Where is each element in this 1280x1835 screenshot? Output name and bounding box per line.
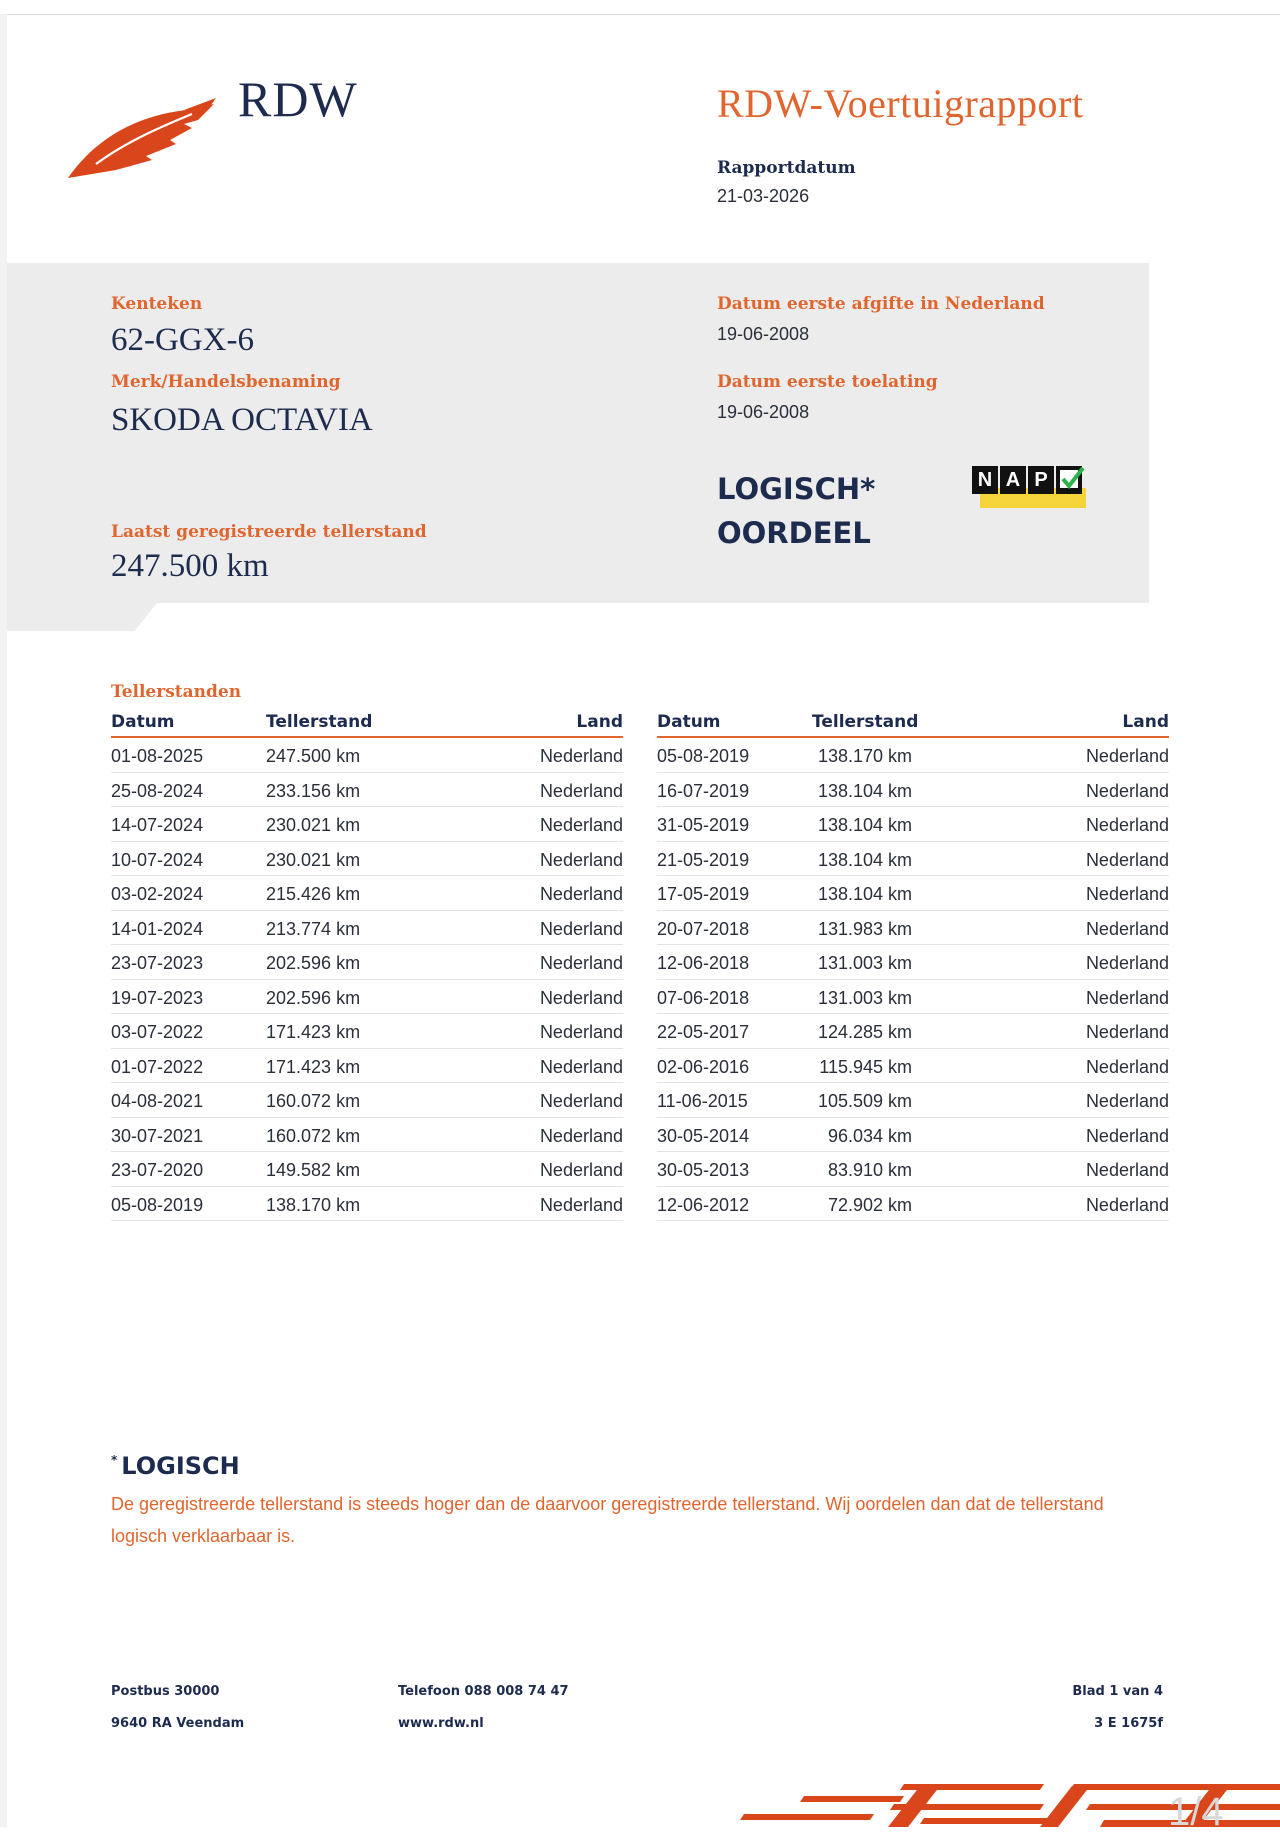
table-row [657,911,1169,946]
table-row [657,945,1169,980]
cell-km: 160.072 km [266,1091,361,1111]
cell-km: 83.910 km [827,1160,912,1180]
cell-country: Nederland [1085,780,1169,801]
nap-logo [972,466,1087,510]
table-row [111,738,623,773]
cell-date: 07-06-2018 [657,987,750,1008]
table-header [657,712,1169,738]
cell-country: Nederland [1085,987,1169,1008]
table-row [657,842,1169,877]
col-country: Land [1122,712,1169,732]
footnote-title [111,1452,240,1480]
cell-country: Nederland [539,987,623,1008]
cell-km: 138.104 km [817,815,912,835]
table-row [657,1187,1169,1222]
table-row [657,876,1169,911]
cell-km: 138.104 km [817,780,912,801]
cell-km: 230.021 km [266,849,361,870]
cell-date: 01-08-2025 [111,746,204,766]
table-row [111,980,623,1015]
table-row [657,1118,1169,1153]
table-header [111,712,623,738]
table-row [657,1014,1169,1049]
cell-country: Nederland [539,815,623,835]
footer-address-2: 9640 RA Veendam [111,1716,245,1731]
cell-country: Nederland [1085,849,1169,870]
table-row [111,1049,623,1084]
cell-km: 138.104 km [817,884,912,904]
table-row [111,876,623,911]
table-row [111,945,623,980]
table-row [111,842,623,877]
col-date: Datum [111,712,175,732]
table-row [111,807,623,842]
cell-date: 10-07-2024 [111,849,204,870]
col-country: Land [576,712,623,732]
cell-km: 138.170 km [817,746,912,766]
table-row [111,1152,623,1187]
cell-km: 149.582 km [266,1160,361,1180]
cell-km: 72.902 km [827,1194,912,1215]
footer-phone: Telefoon 088 008 74 47 [398,1684,569,1699]
cell-km: 215.426 km [266,884,361,904]
first-admission-label: Datum eerste toelating [717,372,938,392]
cell-date: 20-07-2018 [657,918,750,939]
table-row [657,807,1169,842]
cell-date: 01-07-2022 [111,1056,204,1077]
cell-km: 96.034 km [827,1125,912,1146]
plate-label: Kenteken [111,294,203,314]
plate-value: 62-GGX-6 [111,322,254,358]
footnote-text: De geregistreerde tellerstand is steeds hoger dan de daarvoor geregistreerde tellerstand. Wij oordelen dan dat de tellerstand logisch verklaarbaar is. [111,1494,1104,1546]
table-row [111,1118,623,1153]
cell-date: 14-07-2024 [111,815,204,835]
rdw-logo-icon [66,98,216,184]
cell-date: 03-02-2024 [111,884,204,904]
top-divider [0,14,1280,15]
cell-date: 23-07-2023 [111,953,204,973]
make-value: SKODA OCTAVIA [111,402,373,438]
cell-country: Nederland [539,1160,623,1180]
table-row [111,773,623,808]
cell-km: 105.509 km [817,1091,912,1111]
readings-table-left [111,712,623,1221]
cell-date: 14-01-2024 [111,918,204,939]
readings-title: Tellerstanden [111,682,242,702]
footer-code: 3 E 1675f [1094,1716,1163,1731]
first-admission-value: 19-06-2008 [717,402,810,422]
viewer-page-indicator: 1/4 [1168,1790,1224,1834]
cell-country: Nederland [539,1091,623,1111]
panel-notch [7,603,157,631]
page-edge [0,14,7,1827]
footer-address-1: Postbus 30000 [111,1684,220,1699]
cell-date: 16-07-2019 [657,780,750,801]
cell-country: Nederland [539,884,623,904]
cell-country: Nederland [539,1022,623,1042]
cell-date: 19-07-2023 [111,987,204,1008]
report-title: RDW-Voertuigrapport [717,81,1084,126]
table-row [657,1083,1169,1118]
cell-km: 138.104 km [817,849,912,870]
verdict-line-2: OORDEEL [717,516,871,550]
cell-km: 115.945 km [819,1056,912,1077]
cell-date: 17-05-2019 [657,884,750,904]
table-row [657,773,1169,808]
cell-country: Nederland [539,953,623,973]
table-row [657,1152,1169,1187]
col-km: Tellerstand [266,712,373,732]
table-row [111,1187,623,1222]
cell-country: Nederland [539,918,623,939]
cell-country: Nederland [1085,884,1169,904]
cell-date: 12-06-2018 [657,953,750,973]
cell-country: Nederland [1085,918,1169,939]
cell-country: Nederland [539,849,623,870]
report-date-label: Rapportdatum [717,158,856,178]
cell-km: 131.003 km [817,987,912,1008]
nap-letter-n: N [972,466,998,494]
cell-date: 30-05-2013 [657,1160,750,1180]
cell-country: Nederland [1085,1160,1169,1180]
cell-date: 21-05-2019 [657,849,750,870]
cell-date: 03-07-2022 [111,1022,204,1042]
brand-name: RDW [238,71,358,127]
nap-letter-p: P [1028,466,1054,494]
cell-km: 131.003 km [817,953,912,973]
cell-km: 171.423 km [266,1056,361,1077]
cell-date: 22-05-2017 [657,1022,750,1042]
report-date: 21-03-2026 [717,186,810,206]
first-issue-nl-value: 19-06-2008 [717,324,810,344]
cell-km: 171.423 km [266,1022,361,1042]
cell-km: 233.156 km [266,780,361,801]
cell-km: 247.500 km [266,746,361,766]
cell-km: 124.285 km [817,1022,912,1042]
cell-country: Nederland [539,1194,623,1215]
cell-country: Nederland [1085,953,1169,973]
odometer-value: 247.500 km [111,548,269,584]
table-row [111,911,623,946]
cell-country: Nederland [539,1056,623,1077]
cell-date: 31-05-2019 [657,815,750,835]
col-km: Tellerstand [812,712,919,732]
footnote-marker: * [111,1453,118,1467]
cell-km: 138.170 km [266,1194,361,1215]
cell-country: Nederland [1085,1091,1169,1111]
cell-date: 11-06-2015 [657,1091,748,1111]
cell-date: 04-08-2021 [111,1091,204,1111]
cell-date: 02-06-2016 [657,1056,750,1077]
cell-country: Nederland [1085,1056,1169,1077]
readings-table-right [657,712,1169,1221]
cell-km: 213.774 km [266,918,361,939]
cell-date: 12-06-2012 [657,1194,750,1215]
cell-country: Nederland [1085,1022,1169,1042]
make-label: Merk/Handelsbenaming [111,372,341,392]
cell-country: Nederland [539,1125,623,1146]
nap-check-icon [1056,466,1082,494]
cell-km: 160.072 km [266,1125,361,1146]
cell-date: 30-05-2014 [657,1125,750,1146]
cell-date: 23-07-2020 [111,1160,204,1180]
table-row [657,738,1169,773]
cell-date: 05-08-2019 [657,746,750,766]
cell-country: Nederland [1085,815,1169,835]
footer-website[interactable]: www.rdw.nl [398,1716,484,1731]
cell-date: 25-08-2024 [111,780,204,801]
table-row [111,1014,623,1049]
cell-country: Nederland [539,746,623,766]
nap-letter-a: A [1000,466,1026,494]
cell-country: Nederland [1085,1194,1169,1215]
table-row [657,980,1169,1015]
cell-km: 230.021 km [266,815,361,835]
footnote-title-text: LOGISCH [121,1452,240,1480]
cell-date: 30-07-2021 [111,1125,204,1146]
footer-page: Blad 1 van 4 [1072,1684,1163,1699]
first-issue-nl-label: Datum eerste afgifte in Nederland [717,294,1045,314]
cell-country: Nederland [1085,746,1169,766]
cell-km: 131.983 km [817,918,912,939]
cell-km: 202.596 km [266,987,361,1008]
cell-country: Nederland [1085,1125,1169,1146]
col-date: Datum [657,712,721,732]
table-row [111,1083,623,1118]
cell-country: Nederland [539,780,623,801]
cell-date: 05-08-2019 [111,1194,204,1215]
table-row [657,1049,1169,1084]
verdict-line-1: LOGISCH* [717,472,876,506]
odometer-label: Laatst geregistreerde tellerstand [111,522,427,542]
cell-km: 202.596 km [266,953,361,973]
